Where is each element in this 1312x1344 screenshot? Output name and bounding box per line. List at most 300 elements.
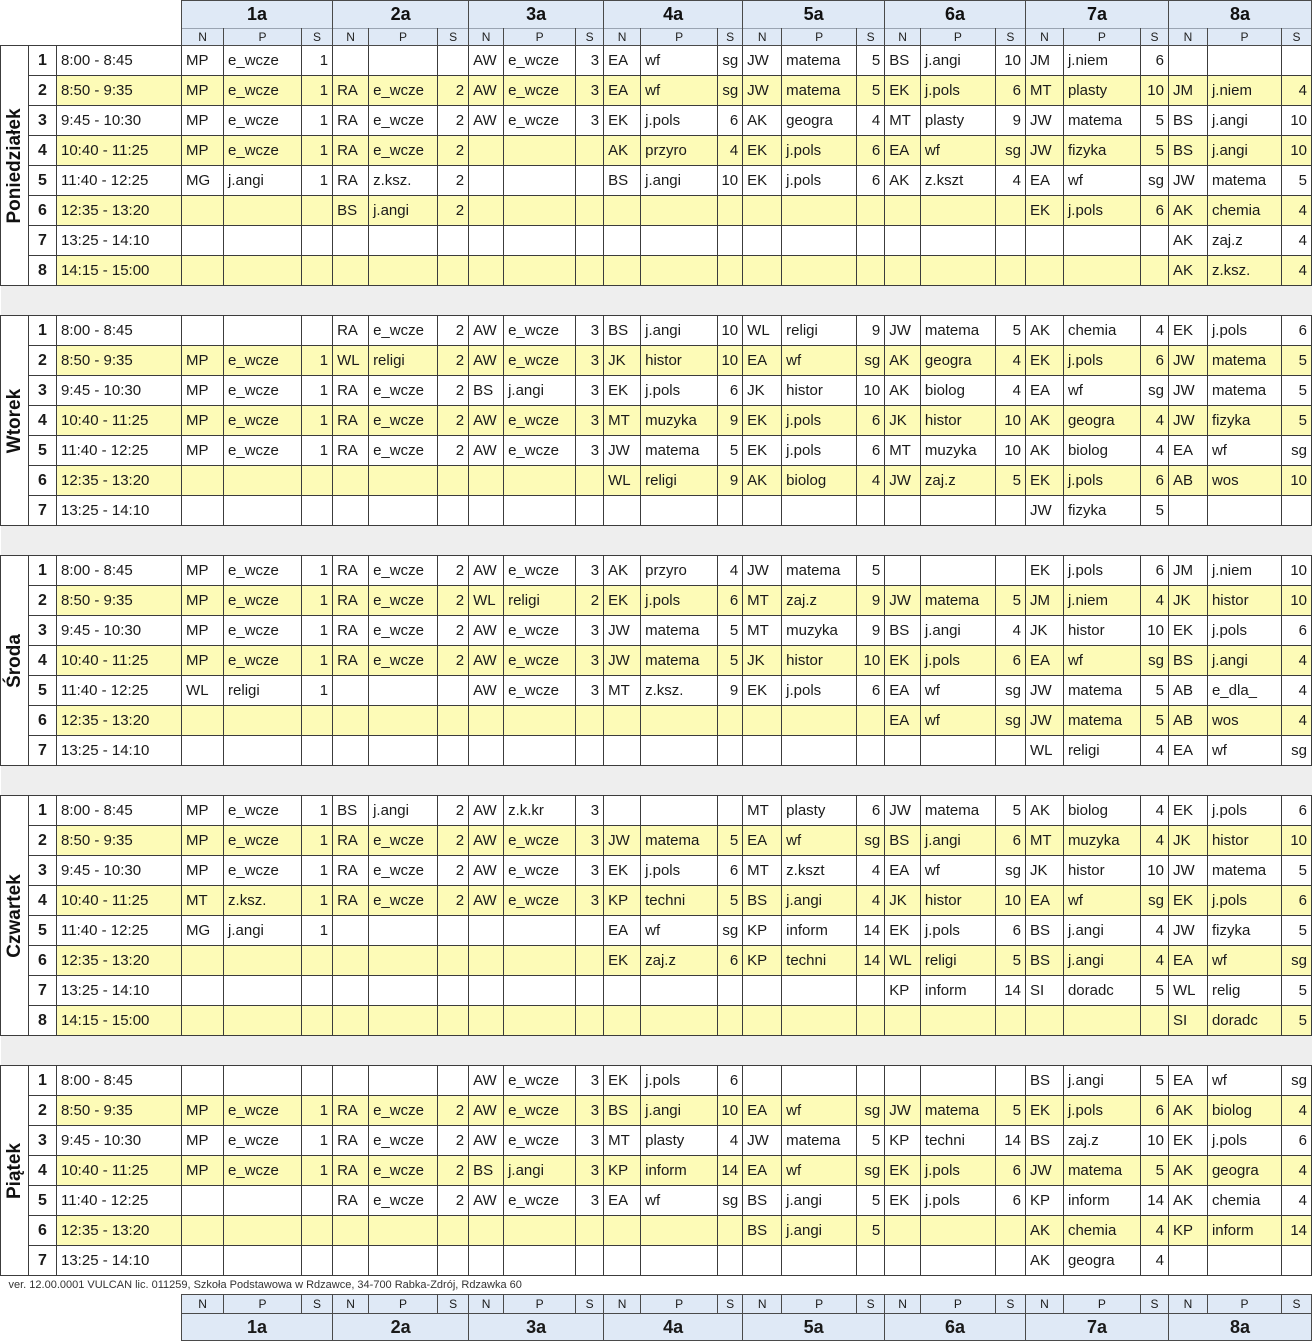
cell-subject: e_wcze — [224, 436, 302, 466]
cell-subject: e_wcze — [224, 406, 302, 436]
cell-teacher: AK — [885, 346, 921, 376]
cell-teacher: AK — [1025, 436, 1063, 466]
cell-teacher: RA — [333, 1096, 369, 1126]
cell-room — [857, 226, 885, 256]
cell-room: 2 — [438, 166, 469, 196]
cell-subject: histor — [1063, 856, 1140, 886]
cell-subject: matema — [1207, 346, 1281, 376]
cell-room: sg — [1281, 736, 1311, 766]
cell-room: 6 — [1140, 196, 1168, 226]
cell-room: 10 — [1140, 76, 1168, 106]
cell-teacher: EA — [604, 46, 641, 76]
cell-subject — [224, 226, 302, 256]
cell-subject — [920, 256, 995, 286]
lesson-number: 1 — [29, 316, 57, 346]
cell-room — [1140, 226, 1168, 256]
lesson-row — [1, 496, 1312, 526]
cell-subject — [504, 136, 576, 166]
cell-teacher: JW — [743, 1126, 782, 1156]
cell-teacher — [333, 1216, 369, 1246]
lesson-row — [1, 1096, 1312, 1126]
lesson-row — [1, 1186, 1312, 1216]
cell-room: 6 — [995, 1156, 1025, 1186]
cell-subject: e_wcze — [504, 106, 576, 136]
cell-teacher — [333, 676, 369, 706]
cell-subject — [782, 256, 857, 286]
lesson-number: 4 — [29, 406, 57, 436]
cell-room — [438, 946, 469, 976]
cell-teacher: KP — [604, 1156, 641, 1186]
cell-subject: przyro — [641, 556, 718, 586]
cell-subject — [369, 946, 438, 976]
cell-room: sg — [1140, 376, 1168, 406]
cell-teacher: JW — [604, 436, 641, 466]
cell-subject: j.pols — [782, 136, 857, 166]
cell-teacher: AW — [469, 856, 504, 886]
cell-room — [857, 1246, 885, 1276]
cell-teacher: BS — [1025, 1126, 1063, 1156]
cell-subject — [224, 496, 302, 526]
cell-teacher — [885, 496, 921, 526]
lesson-number: 7 — [29, 226, 57, 256]
cell-subject — [369, 226, 438, 256]
cell-room: 3 — [576, 1096, 604, 1126]
cell-subject — [369, 736, 438, 766]
cell-teacher: EK — [1168, 1126, 1207, 1156]
cell-subject: e_wcze — [224, 136, 302, 166]
cell-teacher: MP — [182, 586, 224, 616]
subfooter-n: N — [885, 1295, 921, 1314]
cell-teacher: EK — [604, 1066, 641, 1096]
cell-teacher — [469, 916, 504, 946]
cell-room: 9 — [857, 586, 885, 616]
cell-teacher: EA — [885, 856, 921, 886]
cell-room: 2 — [438, 316, 469, 346]
cell-subject: religi — [504, 586, 576, 616]
lesson-time: 8:00 - 8:45 — [57, 556, 182, 586]
cell-room: 3 — [576, 406, 604, 436]
cell-teacher: AW — [469, 406, 504, 436]
lesson-number: 3 — [29, 616, 57, 646]
cell-teacher: JW — [885, 586, 921, 616]
subheader-n: N — [469, 29, 504, 46]
cell-room: 4 — [1140, 1246, 1168, 1276]
column-subheader-row — [1, 29, 1312, 46]
cell-room: 6 — [995, 1186, 1025, 1216]
cell-room — [718, 226, 743, 256]
cell-subject — [369, 676, 438, 706]
lesson-row — [1, 616, 1312, 646]
cell-teacher: AK — [1168, 1156, 1207, 1186]
cell-teacher: JK — [604, 346, 641, 376]
cell-room: 10 — [1140, 616, 1168, 646]
cell-room: 1 — [302, 166, 333, 196]
cell-room: 3 — [576, 616, 604, 646]
cell-teacher: AW — [469, 796, 504, 826]
cell-subject: matema — [782, 76, 857, 106]
cell-room: 9 — [995, 106, 1025, 136]
cell-teacher: AW — [469, 1126, 504, 1156]
cell-subject: wf — [1207, 1066, 1281, 1096]
cell-room: 14 — [995, 976, 1025, 1006]
cell-room: 3 — [576, 856, 604, 886]
cell-room — [438, 496, 469, 526]
cell-subject: plasty — [1063, 76, 1140, 106]
cell-teacher: BS — [743, 1186, 782, 1216]
cell-subject: matema — [641, 646, 718, 676]
cell-subject — [504, 226, 576, 256]
cell-teacher: EA — [743, 1096, 782, 1126]
cell-subject — [224, 1186, 302, 1216]
cell-teacher: MP — [182, 616, 224, 646]
cell-room: 4 — [1281, 226, 1311, 256]
cell-room: sg — [718, 46, 743, 76]
class-header-1a: 1a — [182, 1, 333, 29]
lesson-time: 10:40 - 11:25 — [57, 406, 182, 436]
cell-subject: e_wcze — [369, 376, 438, 406]
cell-room: 2 — [438, 856, 469, 886]
lesson-row — [1, 856, 1312, 886]
subfooter-n: N — [604, 1295, 641, 1314]
subheader-s: S — [438, 29, 469, 46]
cell-teacher: EA — [1168, 946, 1207, 976]
lesson-time: 12:35 - 13:20 — [57, 1216, 182, 1246]
cell-subject: matema — [641, 436, 718, 466]
cell-subject: j.pols — [920, 1156, 995, 1186]
cell-teacher: MP — [182, 46, 224, 76]
cell-teacher — [604, 796, 641, 826]
cell-room: 2 — [438, 826, 469, 856]
cell-teacher: BS — [1168, 106, 1207, 136]
cell-room: sg — [857, 1156, 885, 1186]
cell-subject — [1063, 1006, 1140, 1036]
cell-teacher: KP — [885, 976, 921, 1006]
cell-subject: techni — [782, 946, 857, 976]
cell-room: 5 — [995, 796, 1025, 826]
cell-room: 5 — [1281, 976, 1311, 1006]
cell-teacher: RA — [333, 1186, 369, 1216]
lesson-row — [1, 406, 1312, 436]
cell-subject: e_wcze — [369, 1156, 438, 1186]
cell-subject: muzyka — [782, 616, 857, 646]
cell-room: 1 — [302, 436, 333, 466]
cell-subject — [641, 796, 718, 826]
cell-teacher: KP — [743, 946, 782, 976]
cell-teacher — [182, 1006, 224, 1036]
cell-teacher — [182, 196, 224, 226]
cell-teacher: MP — [182, 76, 224, 106]
subheader-corner — [1, 29, 182, 46]
lesson-number: 4 — [29, 136, 57, 166]
cell-room: 5 — [995, 586, 1025, 616]
cell-teacher: EK — [604, 106, 641, 136]
cell-subject: matema — [782, 556, 857, 586]
cell-subject: relig — [1207, 976, 1281, 1006]
cell-room — [302, 706, 333, 736]
cell-subject — [782, 496, 857, 526]
cell-subject: fizyka — [1207, 916, 1281, 946]
cell-subject: histor — [1063, 616, 1140, 646]
cell-teacher: AB — [1168, 706, 1207, 736]
cell-subject — [224, 196, 302, 226]
cell-room: 4 — [1281, 706, 1311, 736]
cell-teacher: AW — [469, 826, 504, 856]
subfooter-corner — [1, 1295, 182, 1314]
cell-teacher: BS — [1025, 946, 1063, 976]
cell-teacher — [604, 1246, 641, 1276]
cell-subject: wf — [641, 76, 718, 106]
cell-teacher — [182, 736, 224, 766]
cell-subject: wf — [641, 1186, 718, 1216]
cell-subject: matema — [920, 796, 995, 826]
cell-subject — [641, 1006, 718, 1036]
cell-room: 6 — [857, 136, 885, 166]
cell-subject: wf — [641, 46, 718, 76]
cell-room — [576, 496, 604, 526]
lesson-row — [1, 346, 1312, 376]
cell-subject: j.pols — [1207, 886, 1281, 916]
cell-room: 6 — [718, 1066, 743, 1096]
cell-subject: geogra — [1063, 1246, 1140, 1276]
cell-room: 6 — [857, 436, 885, 466]
cell-subject — [369, 496, 438, 526]
subheader-s: S — [857, 29, 885, 46]
cell-room — [576, 976, 604, 1006]
cell-subject — [369, 1066, 438, 1096]
cell-subject: muzyka — [1063, 826, 1140, 856]
cell-room: sg — [857, 1096, 885, 1126]
cell-room — [302, 496, 333, 526]
cell-teacher: EA — [1168, 1066, 1207, 1096]
cell-teacher — [1025, 226, 1063, 256]
cell-room — [302, 196, 333, 226]
cell-subject: matema — [641, 826, 718, 856]
cell-teacher: RA — [333, 556, 369, 586]
cell-teacher — [182, 946, 224, 976]
cell-teacher: RA — [333, 856, 369, 886]
cell-subject: histor — [641, 346, 718, 376]
cell-subject: wf — [782, 826, 857, 856]
cell-room: 2 — [438, 106, 469, 136]
cell-teacher: AW — [469, 76, 504, 106]
cell-teacher — [743, 226, 782, 256]
cell-subject — [920, 736, 995, 766]
cell-subject: z.k.kr — [504, 796, 576, 826]
cell-teacher: EK — [743, 436, 782, 466]
cell-teacher — [885, 736, 921, 766]
cell-subject — [641, 976, 718, 1006]
cell-room: 4 — [857, 886, 885, 916]
subheader-s: S — [302, 29, 333, 46]
cell-subject: e_wcze — [504, 316, 576, 346]
lesson-number: 1 — [29, 796, 57, 826]
cell-subject: fizyka — [1063, 496, 1140, 526]
cell-room: 10 — [995, 406, 1025, 436]
class-footer-6a: 6a — [885, 1314, 1026, 1341]
cell-subject — [224, 946, 302, 976]
cell-room — [576, 466, 604, 496]
cell-room — [995, 256, 1025, 286]
cell-teacher: RA — [333, 166, 369, 196]
cell-teacher: JW — [1025, 1156, 1063, 1186]
cell-subject — [504, 256, 576, 286]
cell-teacher: AB — [1168, 676, 1207, 706]
cell-room: 5 — [1281, 346, 1311, 376]
cell-room: 5 — [995, 466, 1025, 496]
lesson-row — [1, 736, 1312, 766]
class-footer-8a: 8a — [1168, 1314, 1311, 1341]
cell-subject: histor — [1207, 826, 1281, 856]
cell-subject: z.ksz. — [224, 886, 302, 916]
lesson-row — [1, 1006, 1312, 1036]
cell-room — [857, 736, 885, 766]
cell-subject: biolog — [920, 376, 995, 406]
cell-room: 4 — [857, 856, 885, 886]
cell-room: 6 — [1140, 1096, 1168, 1126]
lesson-row — [1, 796, 1312, 826]
cell-room: sg — [857, 826, 885, 856]
subheader-s: S — [1281, 29, 1311, 46]
cell-room: 5 — [1140, 496, 1168, 526]
lesson-row — [1, 916, 1312, 946]
cell-subject — [920, 1066, 995, 1096]
cell-teacher: AW — [469, 1186, 504, 1216]
cell-teacher: BS — [469, 1156, 504, 1186]
cell-teacher: JK — [1025, 616, 1063, 646]
cell-subject — [782, 1006, 857, 1036]
cell-teacher — [333, 46, 369, 76]
cell-room: 6 — [1281, 1126, 1311, 1156]
cell-room: 2 — [438, 76, 469, 106]
cell-teacher: MT — [743, 586, 782, 616]
cell-room: 1 — [302, 646, 333, 676]
cell-subject: e_wcze — [224, 796, 302, 826]
lesson-row — [1, 706, 1312, 736]
cell-subject: wf — [1207, 736, 1281, 766]
cell-teacher: JK — [1168, 826, 1207, 856]
cell-teacher — [182, 1246, 224, 1276]
cell-room — [302, 256, 333, 286]
cell-teacher: JW — [885, 466, 921, 496]
cell-subject: geogra — [1207, 1156, 1281, 1186]
cell-teacher — [182, 466, 224, 496]
cell-teacher: RA — [333, 376, 369, 406]
lesson-row — [1, 106, 1312, 136]
cell-teacher — [333, 706, 369, 736]
cell-subject: religi — [920, 946, 995, 976]
cell-subject: j.angi — [920, 46, 995, 76]
cell-subject: j.angi — [1207, 106, 1281, 136]
cell-room: 6 — [718, 946, 743, 976]
cell-room: 10 — [857, 376, 885, 406]
cell-teacher: RA — [333, 886, 369, 916]
cell-room: 4 — [1140, 316, 1168, 346]
cell-subject: techni — [641, 886, 718, 916]
day-separator-cell — [1, 286, 1312, 316]
subheader-p: P — [504, 29, 576, 46]
cell-teacher: BS — [885, 46, 921, 76]
cell-room: 5 — [857, 46, 885, 76]
cell-room — [718, 496, 743, 526]
cell-subject: e_wcze — [504, 886, 576, 916]
cell-teacher: AK — [885, 376, 921, 406]
subfooter-s: S — [1140, 1295, 1168, 1314]
cell-subject: inform — [1063, 1186, 1140, 1216]
cell-room — [857, 496, 885, 526]
cell-teacher: JW — [1025, 706, 1063, 736]
cell-room — [995, 196, 1025, 226]
cell-room: 2 — [438, 436, 469, 466]
cell-room: 4 — [1140, 436, 1168, 466]
cell-room: 6 — [857, 166, 885, 196]
lesson-number: 1 — [29, 556, 57, 586]
cell-subject: j.pols — [641, 106, 718, 136]
cell-teacher: EK — [885, 1156, 921, 1186]
cell-room: 4 — [1140, 826, 1168, 856]
cell-subject — [504, 466, 576, 496]
subheader-s: S — [718, 29, 743, 46]
cell-teacher: AK — [1168, 1186, 1207, 1216]
cell-subject: j.pols — [641, 1066, 718, 1096]
lesson-number: 4 — [29, 646, 57, 676]
lesson-number: 5 — [29, 916, 57, 946]
cell-teacher — [604, 1216, 641, 1246]
cell-subject: e_wcze — [369, 316, 438, 346]
cell-teacher — [469, 136, 504, 166]
cell-teacher: MT — [604, 406, 641, 436]
cell-teacher: MG — [182, 166, 224, 196]
cell-subject: e_wcze — [224, 856, 302, 886]
lesson-number: 7 — [29, 1246, 57, 1276]
cell-teacher: AW — [469, 646, 504, 676]
cell-teacher: AK — [885, 166, 921, 196]
cell-subject: z.kszt — [920, 166, 995, 196]
cell-subject: e_wcze — [369, 886, 438, 916]
cell-teacher: EA — [604, 1186, 641, 1216]
cell-room: 1 — [302, 616, 333, 646]
column-subfooter-row — [1, 1295, 1312, 1314]
cell-teacher: AW — [469, 616, 504, 646]
cell-teacher — [885, 256, 921, 286]
cell-subject: e_wcze — [504, 556, 576, 586]
cell-teacher: EK — [604, 856, 641, 886]
cell-room — [302, 1186, 333, 1216]
cell-room: 4 — [1140, 916, 1168, 946]
cell-teacher: AK — [1025, 1246, 1063, 1276]
cell-subject: chemia — [1207, 196, 1281, 226]
cell-teacher — [333, 916, 369, 946]
lesson-time: 14:15 - 15:00 — [57, 256, 182, 286]
day-separator — [1, 766, 1312, 796]
cell-room: 10 — [1140, 1126, 1168, 1156]
cell-subject — [504, 946, 576, 976]
day-separator-cell — [1, 526, 1312, 556]
cell-teacher: BS — [604, 166, 641, 196]
cell-subject: e_wcze — [224, 556, 302, 586]
cell-teacher: AK — [743, 466, 782, 496]
cell-teacher: JW — [1168, 346, 1207, 376]
cell-teacher: BS — [1168, 646, 1207, 676]
cell-subject: j.pols — [782, 406, 857, 436]
lesson-number: 5 — [29, 676, 57, 706]
cell-subject: zaj.z — [641, 946, 718, 976]
cell-room — [1281, 46, 1311, 76]
cell-teacher — [333, 256, 369, 286]
cell-room: sg — [718, 1186, 743, 1216]
cell-subject: muzyka — [920, 436, 995, 466]
cell-teacher — [604, 706, 641, 736]
cell-room — [438, 736, 469, 766]
